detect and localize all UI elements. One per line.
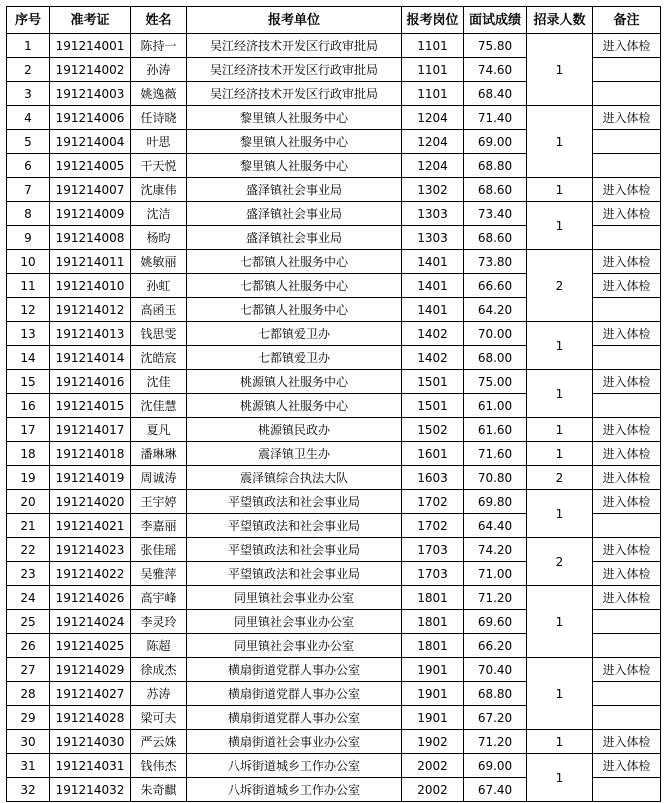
- cell-name: 夏凡: [131, 418, 187, 442]
- cell-serial-number: 17: [7, 418, 50, 442]
- cell-exam-ticket: 191214021: [50, 514, 131, 538]
- cell-unit: 横扇街道党群人事办公室: [187, 658, 402, 682]
- cell-post: 1402: [402, 322, 464, 346]
- cell-unit: 平望镇政法和社会事业局: [187, 562, 402, 586]
- cell-interview-score: 68.00: [464, 346, 527, 370]
- header-row: [7, 7, 661, 34]
- header-name: 姓名: [131, 7, 187, 34]
- cell-interview-score: 71.20: [464, 730, 527, 754]
- cell-unit: 吴江经济技术开发区行政审批局: [187, 82, 402, 106]
- cell-interview-score: 71.20: [464, 586, 527, 610]
- cell-post: 1601: [402, 442, 464, 466]
- cell-serial-number: 4: [7, 106, 50, 130]
- cell-remark: 进入体检: [593, 322, 661, 346]
- cell-post: 1303: [402, 226, 464, 250]
- cell-name: 姚逸薇: [131, 82, 187, 106]
- cell-interview-score: 67.40: [464, 778, 527, 802]
- cell-post: 1402: [402, 346, 464, 370]
- cell-quota: 1: [527, 34, 593, 106]
- cell-interview-score: 68.40: [464, 82, 527, 106]
- cell-remark: [593, 58, 661, 82]
- cell-remark: 进入体检: [593, 274, 661, 298]
- header-serial-number: 序号: [7, 7, 50, 34]
- cell-remark: 进入体检: [593, 658, 661, 682]
- cell-name: 孙虹: [131, 274, 187, 298]
- cell-remark: 进入体检: [593, 538, 661, 562]
- cell-remark: 进入体检: [593, 586, 661, 610]
- header-remark: 备注: [593, 7, 661, 34]
- cell-remark: [593, 346, 661, 370]
- cell-interview-score: 68.60: [464, 178, 527, 202]
- cell-exam-ticket: 191214008: [50, 226, 131, 250]
- cell-name: 沈佳: [131, 370, 187, 394]
- cell-remark: [593, 514, 661, 538]
- cell-name: 苏涛: [131, 682, 187, 706]
- cell-post: 1702: [402, 490, 464, 514]
- cell-remark: [593, 394, 661, 418]
- cell-post: 1401: [402, 298, 464, 322]
- cell-unit: 盛泽镇社会事业局: [187, 226, 402, 250]
- cell-unit: 吴江经济技术开发区行政审批局: [187, 58, 402, 82]
- cell-name: 孙涛: [131, 58, 187, 82]
- cell-exam-ticket: 191214014: [50, 346, 131, 370]
- cell-name: 沈佳慧: [131, 394, 187, 418]
- cell-quota: 1: [527, 754, 593, 802]
- cell-exam-ticket: 191214003: [50, 82, 131, 106]
- cell-exam-ticket: 191214031: [50, 754, 131, 778]
- cell-interview-score: 70.00: [464, 322, 527, 346]
- cell-post: 1502: [402, 418, 464, 442]
- cell-name: 钱思雯: [131, 322, 187, 346]
- cell-unit: 黎里镇人社服务中心: [187, 130, 402, 154]
- table-row: [7, 586, 661, 610]
- table-row: [7, 322, 661, 346]
- cell-quota: 1: [527, 370, 593, 418]
- cell-quota: 1: [527, 418, 593, 442]
- cell-serial-number: 3: [7, 82, 50, 106]
- table-row: [7, 490, 661, 514]
- cell-name: 高宇峰: [131, 586, 187, 610]
- cell-name: 沈洁: [131, 202, 187, 226]
- cell-name: 徐成杰: [131, 658, 187, 682]
- cell-unit: 八坼街道城乡工作办公室: [187, 754, 402, 778]
- cell-interview-score: 70.80: [464, 466, 527, 490]
- cell-interview-score: 61.00: [464, 394, 527, 418]
- cell-unit: 同里镇社会事业办公室: [187, 634, 402, 658]
- header-unit: 报考单位: [187, 7, 402, 34]
- table-row: [7, 466, 661, 490]
- table-row: [7, 106, 661, 130]
- cell-post: 1101: [402, 82, 464, 106]
- cell-interview-score: 67.20: [464, 706, 527, 730]
- cell-unit: 横扇街道社会事业办公室: [187, 730, 402, 754]
- cell-serial-number: 15: [7, 370, 50, 394]
- cell-name: 陈持一: [131, 34, 187, 58]
- cell-exam-ticket: 191214019: [50, 466, 131, 490]
- cell-post: 2002: [402, 778, 464, 802]
- cell-exam-ticket: 191214017: [50, 418, 131, 442]
- cell-serial-number: 19: [7, 466, 50, 490]
- cell-unit: 七都镇人社服务中心: [187, 274, 402, 298]
- cell-exam-ticket: 191214015: [50, 394, 131, 418]
- cell-unit: 震泽镇综合执法大队: [187, 466, 402, 490]
- cell-remark: 进入体检: [593, 466, 661, 490]
- cell-post: 1801: [402, 610, 464, 634]
- cell-unit: 桃源镇人社服务中心: [187, 370, 402, 394]
- cell-post: 1801: [402, 586, 464, 610]
- cell-exam-ticket: 191214002: [50, 58, 131, 82]
- cell-serial-number: 18: [7, 442, 50, 466]
- cell-remark: [593, 682, 661, 706]
- cell-quota: 1: [527, 442, 593, 466]
- cell-remark: 进入体检: [593, 490, 661, 514]
- cell-exam-ticket: 191214022: [50, 562, 131, 586]
- cell-exam-ticket: 191214016: [50, 370, 131, 394]
- cell-serial-number: 14: [7, 346, 50, 370]
- cell-exam-ticket: 191214005: [50, 154, 131, 178]
- cell-name: 沈皓宸: [131, 346, 187, 370]
- cell-interview-score: 69.00: [464, 130, 527, 154]
- cell-quota: 1: [527, 490, 593, 538]
- cell-serial-number: 27: [7, 658, 50, 682]
- cell-remark: 进入体检: [593, 250, 661, 274]
- cell-interview-score: 74.60: [464, 58, 527, 82]
- cell-interview-score: 75.80: [464, 34, 527, 58]
- cell-unit: 黎里镇人社服务中心: [187, 106, 402, 130]
- cell-name: 姚敏丽: [131, 250, 187, 274]
- cell-name: 钱伟杰: [131, 754, 187, 778]
- cell-quota: 1: [527, 658, 593, 730]
- cell-post: 1401: [402, 274, 464, 298]
- cell-post: 1303: [402, 202, 464, 226]
- table-row: [7, 178, 661, 202]
- cell-quota: 1: [527, 178, 593, 202]
- cell-interview-score: 66.20: [464, 634, 527, 658]
- cell-exam-ticket: 191214030: [50, 730, 131, 754]
- cell-name: 杨昀: [131, 226, 187, 250]
- cell-serial-number: 6: [7, 154, 50, 178]
- cell-name: 朱奇麒: [131, 778, 187, 802]
- cell-remark: 进入体检: [593, 202, 661, 226]
- cell-remark: [593, 706, 661, 730]
- cell-exam-ticket: 191214001: [50, 34, 131, 58]
- cell-quota: 2: [527, 466, 593, 490]
- cell-name: 沈康伟: [131, 178, 187, 202]
- cell-remark: [593, 778, 661, 802]
- cell-post: 1702: [402, 514, 464, 538]
- cell-remark: [593, 610, 661, 634]
- table-row: [7, 370, 661, 394]
- cell-interview-score: 71.00: [464, 562, 527, 586]
- cell-post: 1703: [402, 538, 464, 562]
- table-row: [7, 538, 661, 562]
- cell-unit: 平望镇政法和社会事业局: [187, 538, 402, 562]
- cell-quota: 1: [527, 586, 593, 658]
- table-row: [7, 418, 661, 442]
- cell-interview-score: 68.80: [464, 682, 527, 706]
- cell-remark: 进入体检: [593, 418, 661, 442]
- table-row: [7, 34, 661, 58]
- cell-unit: 平望镇政法和社会事业局: [187, 514, 402, 538]
- cell-exam-ticket: 191214032: [50, 778, 131, 802]
- cell-unit: 盛泽镇社会事业局: [187, 178, 402, 202]
- table-body: [7, 34, 661, 802]
- cell-serial-number: 20: [7, 490, 50, 514]
- header-post: 报考岗位: [402, 7, 464, 34]
- interview-results-table: [6, 6, 661, 802]
- cell-serial-number: 32: [7, 778, 50, 802]
- cell-remark: 进入体检: [593, 442, 661, 466]
- cell-unit: 横扇街道党群人事办公室: [187, 706, 402, 730]
- cell-interview-score: 69.80: [464, 490, 527, 514]
- table-row: [7, 754, 661, 778]
- cell-name: 吴雅萍: [131, 562, 187, 586]
- cell-serial-number: 31: [7, 754, 50, 778]
- cell-unit: 黎里镇人社服务中心: [187, 154, 402, 178]
- cell-post: 1902: [402, 730, 464, 754]
- cell-exam-ticket: 191214013: [50, 322, 131, 346]
- cell-interview-score: 73.80: [464, 250, 527, 274]
- cell-unit: 盛泽镇社会事业局: [187, 202, 402, 226]
- cell-unit: 八坼街道城乡工作办公室: [187, 778, 402, 802]
- cell-remark: [593, 226, 661, 250]
- cell-post: 1603: [402, 466, 464, 490]
- cell-name: 任诗晓: [131, 106, 187, 130]
- cell-exam-ticket: 191214011: [50, 250, 131, 274]
- cell-name: 李灵玲: [131, 610, 187, 634]
- cell-interview-score: 71.60: [464, 442, 527, 466]
- cell-interview-score: 68.80: [464, 154, 527, 178]
- cell-post: 1901: [402, 706, 464, 730]
- cell-unit: 七都镇爱卫办: [187, 322, 402, 346]
- cell-name: 陈超: [131, 634, 187, 658]
- cell-serial-number: 26: [7, 634, 50, 658]
- cell-interview-score: 73.40: [464, 202, 527, 226]
- cell-unit: 吴江经济技术开发区行政审批局: [187, 34, 402, 58]
- cell-quota: 1: [527, 322, 593, 370]
- cell-exam-ticket: 191214026: [50, 586, 131, 610]
- cell-exam-ticket: 191214006: [50, 106, 131, 130]
- cell-post: 1901: [402, 658, 464, 682]
- cell-exam-ticket: 191214009: [50, 202, 131, 226]
- cell-exam-ticket: 191214004: [50, 130, 131, 154]
- cell-serial-number: 21: [7, 514, 50, 538]
- cell-serial-number: 2: [7, 58, 50, 82]
- cell-name: 张佳瑶: [131, 538, 187, 562]
- cell-serial-number: 7: [7, 178, 50, 202]
- cell-post: 1204: [402, 154, 464, 178]
- cell-exam-ticket: 191214012: [50, 298, 131, 322]
- cell-remark: 进入体检: [593, 562, 661, 586]
- cell-post: 1101: [402, 58, 464, 82]
- cell-quota: 2: [527, 538, 593, 586]
- cell-remark: 进入体检: [593, 178, 661, 202]
- cell-unit: 震泽镇卫生办: [187, 442, 402, 466]
- cell-name: 李嘉丽: [131, 514, 187, 538]
- cell-interview-score: 66.60: [464, 274, 527, 298]
- cell-exam-ticket: 191214023: [50, 538, 131, 562]
- cell-remark: 进入体检: [593, 730, 661, 754]
- cell-serial-number: 25: [7, 610, 50, 634]
- cell-exam-ticket: 191214018: [50, 442, 131, 466]
- cell-post: 1901: [402, 682, 464, 706]
- cell-post: 1501: [402, 370, 464, 394]
- cell-serial-number: 5: [7, 130, 50, 154]
- cell-remark: [593, 130, 661, 154]
- cell-remark: 进入体检: [593, 106, 661, 130]
- cell-quota: 1: [527, 202, 593, 250]
- cell-remark: [593, 154, 661, 178]
- cell-name: 周诚涛: [131, 466, 187, 490]
- cell-name: 梁可夫: [131, 706, 187, 730]
- cell-serial-number: 30: [7, 730, 50, 754]
- cell-exam-ticket: 191214027: [50, 682, 131, 706]
- cell-remark: 进入体检: [593, 370, 661, 394]
- cell-unit: 桃源镇人社服务中心: [187, 394, 402, 418]
- cell-name: 高函玉: [131, 298, 187, 322]
- cell-name: 干天悦: [131, 154, 187, 178]
- header-interview-score: 面试成绩: [464, 7, 527, 34]
- cell-post: 1501: [402, 394, 464, 418]
- table-row: [7, 658, 661, 682]
- cell-post: 1401: [402, 250, 464, 274]
- cell-exam-ticket: 191214025: [50, 634, 131, 658]
- cell-serial-number: 11: [7, 274, 50, 298]
- cell-quota: 2: [527, 250, 593, 322]
- cell-unit: 横扇街道党群人事办公室: [187, 682, 402, 706]
- header-quota: 招录人数: [527, 7, 593, 34]
- cell-unit: 桃源镇民政办: [187, 418, 402, 442]
- cell-unit: 七都镇人社服务中心: [187, 250, 402, 274]
- cell-exam-ticket: 191214010: [50, 274, 131, 298]
- cell-post: 2002: [402, 754, 464, 778]
- cell-exam-ticket: 191214007: [50, 178, 131, 202]
- cell-interview-score: 70.40: [464, 658, 527, 682]
- header-exam-ticket: 准考证: [50, 7, 131, 34]
- cell-interview-score: 64.40: [464, 514, 527, 538]
- table-row: [7, 202, 661, 226]
- cell-remark: [593, 634, 661, 658]
- cell-post: 1703: [402, 562, 464, 586]
- cell-name: 潘琳琳: [131, 442, 187, 466]
- table-row: [7, 250, 661, 274]
- cell-unit: 七都镇人社服务中心: [187, 298, 402, 322]
- cell-serial-number: 23: [7, 562, 50, 586]
- table-row: [7, 442, 661, 466]
- cell-serial-number: 29: [7, 706, 50, 730]
- cell-unit: 同里镇社会事业办公室: [187, 586, 402, 610]
- cell-exam-ticket: 191214028: [50, 706, 131, 730]
- cell-interview-score: 69.00: [464, 754, 527, 778]
- cell-exam-ticket: 191214020: [50, 490, 131, 514]
- cell-quota: 1: [527, 106, 593, 178]
- cell-interview-score: 61.60: [464, 418, 527, 442]
- cell-remark: [593, 298, 661, 322]
- cell-interview-score: 71.40: [464, 106, 527, 130]
- cell-name: 严云姝: [131, 730, 187, 754]
- cell-name: 王宇婷: [131, 490, 187, 514]
- cell-interview-score: 69.60: [464, 610, 527, 634]
- cell-serial-number: 8: [7, 202, 50, 226]
- cell-exam-ticket: 191214029: [50, 658, 131, 682]
- cell-post: 1302: [402, 178, 464, 202]
- cell-quota: 1: [527, 730, 593, 754]
- cell-serial-number: 13: [7, 322, 50, 346]
- cell-serial-number: 16: [7, 394, 50, 418]
- cell-interview-score: 74.20: [464, 538, 527, 562]
- cell-exam-ticket: 191214024: [50, 610, 131, 634]
- cell-post: 1204: [402, 106, 464, 130]
- cell-serial-number: 1: [7, 34, 50, 58]
- cell-remark: 进入体检: [593, 754, 661, 778]
- cell-unit: 七都镇爱卫办: [187, 346, 402, 370]
- cell-remark: [593, 82, 661, 106]
- cell-name: 叶思: [131, 130, 187, 154]
- cell-serial-number: 28: [7, 682, 50, 706]
- cell-post: 1204: [402, 130, 464, 154]
- cell-post: 1101: [402, 34, 464, 58]
- cell-interview-score: 68.60: [464, 226, 527, 250]
- cell-unit: 平望镇政法和社会事业局: [187, 490, 402, 514]
- cell-post: 1801: [402, 634, 464, 658]
- cell-serial-number: 10: [7, 250, 50, 274]
- table-row: [7, 730, 661, 754]
- cell-remark: 进入体检: [593, 34, 661, 58]
- cell-serial-number: 9: [7, 226, 50, 250]
- cell-unit: 同里镇社会事业办公室: [187, 610, 402, 634]
- cell-interview-score: 64.20: [464, 298, 527, 322]
- cell-interview-score: 75.00: [464, 370, 527, 394]
- cell-serial-number: 22: [7, 538, 50, 562]
- cell-serial-number: 24: [7, 586, 50, 610]
- cell-serial-number: 12: [7, 298, 50, 322]
